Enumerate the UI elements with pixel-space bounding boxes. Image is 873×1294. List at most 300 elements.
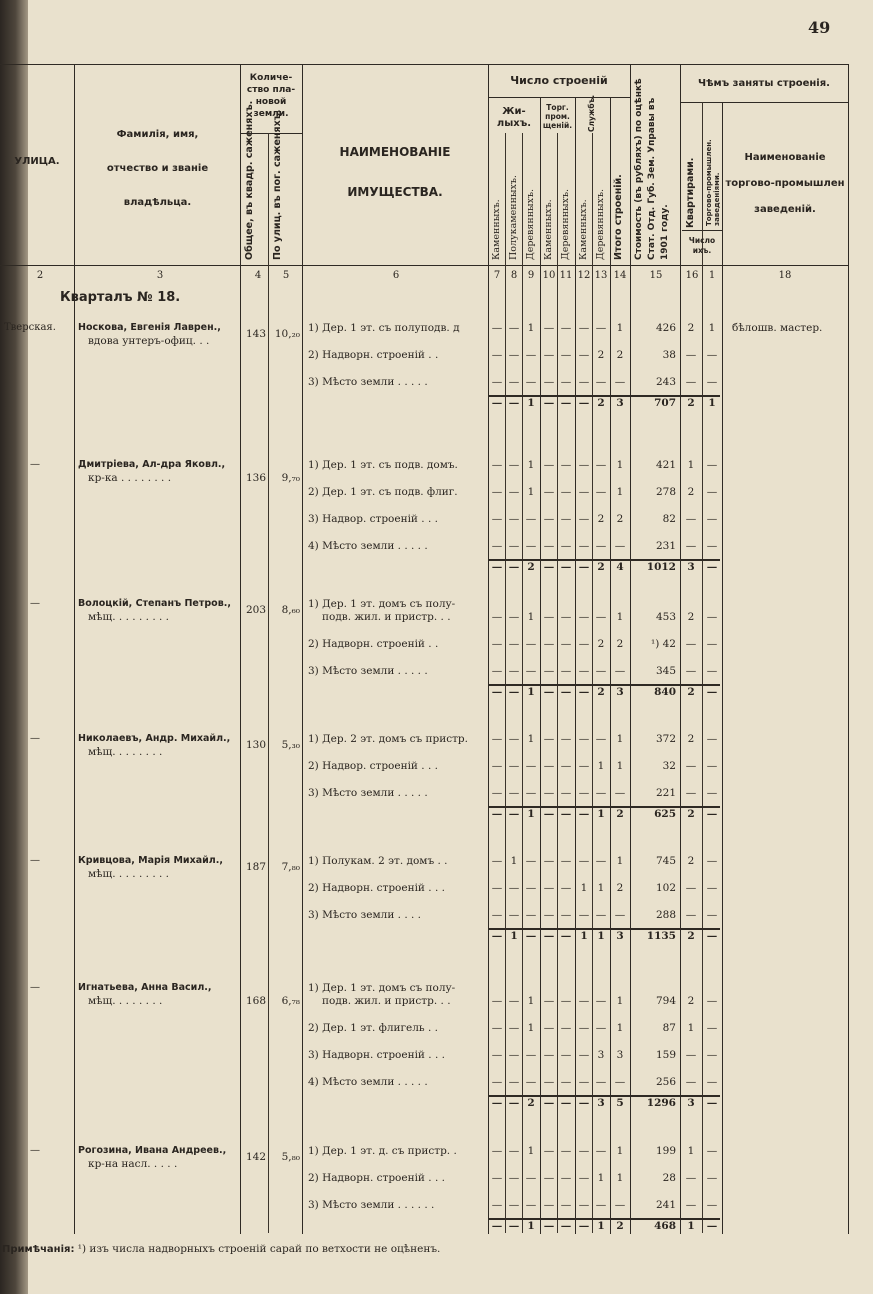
subtotal-apartments: 3 [687, 561, 695, 573]
building-count: 1 [527, 995, 535, 1007]
building-count: — [508, 909, 520, 921]
building-count: — [491, 909, 503, 921]
subtotal-value: 707 [654, 397, 676, 409]
apartments-count: 2 [687, 486, 695, 498]
colnum-11: 11 [559, 270, 573, 281]
property-value: 745 [655, 855, 676, 867]
building-count: — [508, 513, 520, 525]
building-count: — [508, 349, 520, 361]
apartments-count: — [685, 513, 697, 525]
building-count: — [491, 855, 503, 867]
building-count: 2 [616, 513, 624, 525]
building-count: — [508, 1049, 520, 1061]
subtotal-value: 1296 [646, 1097, 676, 1109]
trade-est-count: — [706, 995, 718, 1007]
subtotal-trade: — [706, 686, 718, 698]
colnum-10: 10 [542, 270, 556, 281]
building-count: 1 [616, 486, 624, 498]
building-count: — [543, 322, 555, 334]
building-count: — [578, 909, 590, 921]
building-count: 1 [597, 760, 605, 772]
header-col-apartments: Квартирами. [685, 157, 696, 228]
apartments-count: — [685, 1199, 697, 1211]
building-count: — [578, 611, 590, 623]
trade-est-name: бѣлошв. мастер. [732, 322, 823, 334]
subtotal-count: 3 [597, 1097, 605, 1109]
property-item-cont: подв. жил. и пристр. . . [322, 995, 451, 1007]
property-item: 3) Мѣсто земли . . . . . [308, 376, 428, 388]
building-count: — [491, 540, 503, 552]
building-count: — [543, 486, 555, 498]
owner-name: Кривцова, Марія Михайл., [78, 855, 223, 866]
property-item: 1) Дер. 1 эт. домъ съ полу- [308, 982, 456, 994]
building-count: — [614, 376, 626, 388]
header-service: Службъ. [587, 94, 596, 132]
trade-est-count: — [706, 349, 718, 361]
subtotal-count: — [560, 397, 572, 409]
building-count: — [543, 787, 555, 799]
land-area: 136 [245, 472, 266, 484]
land-area: 203 [245, 604, 266, 616]
building-count: — [578, 855, 590, 867]
header-trade: Торг. пром. щеній. [542, 103, 573, 130]
header-col-wood-trade: Деревянныхъ. [560, 188, 571, 260]
property-item: 1) Дер. 1 эт. съ подв. домъ. [308, 459, 458, 471]
property-item: 3) Мѣсто земли . . . . . [308, 787, 428, 799]
subtotal-count: — [508, 1097, 520, 1109]
building-count: — [491, 733, 503, 745]
building-count: — [595, 459, 607, 471]
trade-est-count: — [706, 787, 718, 799]
building-count: 2 [597, 513, 605, 525]
building-count: — [508, 665, 520, 677]
property-item-cont: подв. жил. и пристр. . . [322, 611, 451, 623]
subtotal-count: — [560, 686, 572, 698]
apartments-count: — [685, 760, 697, 772]
trade-est-count: — [706, 1022, 718, 1034]
subtotal-count: — [491, 808, 503, 820]
building-count: — [560, 760, 572, 772]
subtotal-count: — [578, 808, 590, 820]
property-value: 288 [655, 909, 676, 921]
land-area: 187 [245, 861, 266, 873]
property-item: 1) Полукам. 2 эт. домъ . . [308, 855, 448, 867]
building-count: — [560, 1049, 572, 1061]
subtotal-count: — [543, 1220, 555, 1232]
header-col-wood-service: Деревянныхъ. [595, 188, 606, 260]
subtotal-count: — [543, 686, 555, 698]
building-count: — [578, 1049, 590, 1061]
subtotal-count: 1 [597, 1220, 605, 1232]
building-count: — [578, 995, 590, 1007]
subtotal-count: 3 [616, 397, 624, 409]
building-count: — [578, 513, 590, 525]
subtotal-count: — [508, 1220, 520, 1232]
building-count: 1 [616, 322, 624, 334]
trade-est-count: — [706, 376, 718, 388]
property-value: 221 [655, 787, 676, 799]
trade-est-count: — [706, 855, 718, 867]
building-count: — [508, 733, 520, 745]
building-count: — [525, 540, 537, 552]
building-count: 1 [597, 1172, 605, 1184]
apartments-count: — [685, 1049, 697, 1061]
subtotal-count: 2 [527, 1097, 535, 1109]
quarter-title: Кварталъ № 18. [60, 290, 181, 305]
building-count: — [508, 1172, 520, 1184]
header-land-total: Общее, въ квадр. саженяхъ. [244, 100, 255, 260]
building-count: — [508, 486, 520, 498]
owner-street: — [30, 459, 40, 470]
header-col-total: Итого строеній. [613, 174, 624, 260]
apartments-count: — [685, 349, 697, 361]
building-count: 1 [527, 322, 535, 334]
building-count: — [578, 733, 590, 745]
header-col-trade-count: Число ихъ. [688, 236, 716, 255]
building-count: — [543, 855, 555, 867]
colnum-16: 16 [685, 270, 699, 281]
building-count: — [595, 1199, 607, 1211]
subtotal-apartments: 1 [687, 1220, 695, 1232]
owner-name: Игнатьева, Анна Васил., [78, 982, 212, 993]
colnum-17: 1 [708, 270, 716, 281]
subtotal-apartments: 2 [687, 930, 695, 942]
building-count: — [578, 376, 590, 388]
subtotal-count: 2 [597, 397, 605, 409]
building-count: — [543, 349, 555, 361]
building-count: 1 [616, 855, 624, 867]
building-count: — [560, 611, 572, 623]
property-item: 2) Дер. 1 эт. флигель . . [308, 1022, 438, 1034]
building-count: 1 [580, 882, 588, 894]
building-count: — [614, 665, 626, 677]
property-value: 256 [655, 1076, 676, 1088]
building-count: — [491, 1172, 503, 1184]
property-value: 32 [662, 760, 676, 772]
trade-est-count: — [706, 1172, 718, 1184]
building-count: — [614, 1199, 626, 1211]
property-item: 3) Мѣсто земли . . . . . . [308, 1199, 435, 1211]
subtotal-count: 2 [597, 561, 605, 573]
property-item: 4) Мѣсто земли . . . . . [308, 540, 428, 552]
building-count: 2 [616, 349, 624, 361]
subtotal-count: — [560, 1220, 572, 1232]
building-count: 1 [527, 733, 535, 745]
subtotal-count: 2 [597, 686, 605, 698]
building-count: — [491, 376, 503, 388]
building-count: — [508, 787, 520, 799]
apartments-count: 2 [687, 733, 695, 745]
owner-name: Носкова, Евгенія Лаврен., [78, 322, 221, 333]
building-count: — [560, 540, 572, 552]
building-count: — [543, 909, 555, 921]
building-count: 1 [616, 1022, 624, 1034]
owner-title: мѣщ. . . . . . . . . [88, 611, 170, 623]
property-item: 3) Мѣсто земли . . . . . [308, 665, 428, 677]
subtotal-apartments: 2 [687, 686, 695, 698]
header-land-frontage: По улиц. въ пог. саженяхъ. [272, 109, 283, 260]
header-col-value: Стоимость (въ рубляхъ) по оцѣнкѣ Стат. Отд. Губ. Зем. Управы въ 1901 году. [634, 78, 670, 260]
colnum-18: 18 [778, 270, 792, 281]
subtotal-count: — [508, 397, 520, 409]
building-count: — [560, 787, 572, 799]
building-count: 2 [616, 638, 624, 650]
apartments-count: 2 [687, 611, 695, 623]
building-count: 1 [527, 486, 535, 498]
header-residential: Жи- лыхъ. [496, 106, 532, 129]
building-count: — [543, 995, 555, 1007]
trade-est-count: 1 [708, 322, 716, 334]
owner-title: мѣщ. . . . . . . . [88, 746, 163, 758]
building-count: — [595, 486, 607, 498]
property-value: 372 [655, 733, 676, 745]
building-count: — [543, 882, 555, 894]
building-count: — [560, 513, 572, 525]
building-count: 1 [527, 459, 535, 471]
header-property: НАИМЕНОВАНІЕ ИМУЩЕСТВА. [339, 145, 451, 199]
building-count: — [560, 909, 572, 921]
owner-title: кр-ка . . . . . . . . [88, 472, 172, 484]
subtotal-count: — [543, 397, 555, 409]
owner-name: Волоцкій, Степанъ Петров., [78, 598, 231, 609]
subtotal-value: 840 [654, 686, 676, 698]
owner-name: Рогозина, Ивана Андреев., [78, 1145, 227, 1156]
subtotal-count: — [491, 561, 503, 573]
subtotal-count: — [508, 561, 520, 573]
header-col-stone-trade: Каменныхъ. [543, 199, 554, 260]
apartments-count: 1 [687, 459, 695, 471]
building-count: — [595, 665, 607, 677]
owner-street: Тверская. [4, 322, 56, 333]
property-item: 2) Надворн. строеній . . [308, 349, 439, 361]
building-count: — [508, 1022, 520, 1034]
building-count: — [508, 376, 520, 388]
building-count: — [508, 1199, 520, 1211]
building-count: — [508, 611, 520, 623]
owner-title: мѣщ. . . . . . . . [88, 995, 163, 1007]
property-value: 243 [655, 376, 676, 388]
subtotal-count: 1 [527, 1220, 535, 1232]
building-count: 1 [527, 1145, 535, 1157]
building-count: — [491, 882, 503, 894]
colnum-9: 9 [527, 270, 535, 281]
land-area: 168 [245, 995, 266, 1007]
building-count: — [595, 1022, 607, 1034]
header-col-halfstone: Полукаменныхъ. [508, 175, 519, 260]
building-count: — [525, 909, 537, 921]
building-count: — [491, 1049, 503, 1061]
table-top-rule [0, 64, 848, 65]
building-count: 1 [616, 459, 624, 471]
building-count: — [543, 513, 555, 525]
building-count: — [560, 1076, 572, 1088]
property-item: 4) Мѣсто земли . . . . . [308, 1076, 428, 1088]
trade-est-count: — [706, 1076, 718, 1088]
subtotal-count: 2 [527, 561, 535, 573]
land-frontage: 7,₈₀ [281, 861, 300, 873]
building-count: — [491, 787, 503, 799]
property-value: 794 [655, 995, 676, 1007]
building-count: — [543, 665, 555, 677]
property-value: 278 [655, 486, 676, 498]
land-frontage: 6,₇₈ [281, 995, 300, 1007]
apartments-count: — [685, 909, 697, 921]
header-street: УЛИЦА. [14, 156, 60, 167]
subtotal-value: 1012 [646, 561, 676, 573]
building-count: 2 [597, 349, 605, 361]
building-count: — [508, 322, 520, 334]
colnum-6: 6 [392, 270, 400, 281]
land-frontage: 5,₈₀ [281, 1151, 300, 1163]
property-item: 3) Надвор. строеній . . . [308, 513, 438, 525]
building-count: — [595, 855, 607, 867]
building-count: 1 [616, 995, 624, 1007]
building-count: — [578, 459, 590, 471]
building-count: 1 [616, 1145, 624, 1157]
trade-est-count: — [706, 1049, 718, 1061]
building-count: — [614, 787, 626, 799]
building-count: — [560, 1199, 572, 1211]
building-count: — [508, 882, 520, 894]
building-count: — [560, 665, 572, 677]
trade-est-count: — [706, 760, 718, 772]
colnum-3: 3 [156, 270, 164, 281]
property-item: 2) Дер. 1 эт. съ подв. флиг. [308, 486, 458, 498]
owner-name: Николаевъ, Андр. Михайл., [78, 733, 231, 744]
subtotal-count: — [525, 930, 537, 942]
building-count: — [491, 638, 503, 650]
building-count: — [595, 540, 607, 552]
building-count: — [595, 909, 607, 921]
land-frontage: 10,₂₀ [274, 328, 300, 340]
building-count: — [543, 376, 555, 388]
trade-est-count: — [706, 459, 718, 471]
occupied-subheader-rule [680, 102, 848, 103]
building-count: — [491, 1076, 503, 1088]
building-count: — [578, 1199, 590, 1211]
property-item: 3) Надворн. строеній . . . [308, 1049, 445, 1061]
owner-street: — [30, 1145, 40, 1156]
subtotal-count: 2 [616, 1220, 624, 1232]
building-count: — [491, 760, 503, 772]
building-count: — [560, 486, 572, 498]
colnum-4: 4 [254, 270, 262, 281]
colnum-8: 8 [510, 270, 518, 281]
property-item: 2) Надворн. строеній . . . [308, 1172, 445, 1184]
trade-est-count: — [706, 1145, 718, 1157]
subtotal-apartments: 3 [687, 1097, 695, 1109]
trade-est-count: — [706, 611, 718, 623]
subtotal-count: 1 [580, 930, 588, 942]
building-count: — [543, 760, 555, 772]
building-count: — [525, 665, 537, 677]
building-count: — [543, 733, 555, 745]
header-col-stone-res: Каменныхъ. [491, 199, 502, 260]
subtotal-count: — [543, 930, 555, 942]
owner-street: — [30, 855, 40, 866]
owner-name: Дмитріева, Ал-дра Яковл., [78, 459, 226, 470]
building-count: — [560, 855, 572, 867]
subtotal-count: 2 [616, 808, 624, 820]
property-value: 38 [662, 349, 676, 361]
building-count: — [525, 1049, 537, 1061]
subtotal-count: 5 [616, 1097, 624, 1109]
building-count: — [595, 787, 607, 799]
building-count: — [508, 638, 520, 650]
land-area: 142 [245, 1151, 266, 1163]
header-owner: Фамилія, имя, отчество и званіе владѣльца. [106, 129, 209, 208]
building-count: — [560, 349, 572, 361]
building-count: — [543, 611, 555, 623]
subtotal-trade: — [706, 561, 718, 573]
building-count: 1 [510, 855, 518, 867]
building-count: — [560, 995, 572, 1007]
owner-street: — [30, 982, 40, 993]
subtotal-count: 3 [616, 686, 624, 698]
building-count: — [491, 995, 503, 1007]
building-count: — [525, 376, 537, 388]
building-count: — [525, 638, 537, 650]
building-count: — [491, 1145, 503, 1157]
building-count: 2 [616, 882, 624, 894]
subtotal-count: — [578, 1097, 590, 1109]
property-value: 159 [655, 1049, 676, 1061]
subtotal-count: 4 [616, 561, 624, 573]
subtotal-count: — [560, 930, 572, 942]
building-count: — [614, 909, 626, 921]
building-count: — [578, 322, 590, 334]
building-count: — [525, 349, 537, 361]
trade-est-count: — [706, 909, 718, 921]
subtotal-count: — [578, 397, 590, 409]
owner-street: — [30, 733, 40, 744]
land-area: 130 [245, 739, 266, 751]
header-col-wood-res: Деревянныхъ. [525, 188, 536, 260]
building-count: — [560, 1145, 572, 1157]
building-count: 1 [616, 1172, 624, 1184]
building-count: — [508, 540, 520, 552]
building-count: — [595, 733, 607, 745]
building-count: — [578, 1076, 590, 1088]
building-count: — [543, 638, 555, 650]
building-count: — [508, 760, 520, 772]
subtotal-count: — [578, 686, 590, 698]
building-count: — [543, 1172, 555, 1184]
building-count: — [508, 459, 520, 471]
building-count: — [543, 459, 555, 471]
building-count: 1 [616, 611, 624, 623]
subtotal-apartments: 2 [687, 808, 695, 820]
building-count: — [614, 540, 626, 552]
property-item: 2) Надворн. строеній . . [308, 638, 439, 650]
subtotal-value: 625 [654, 808, 676, 820]
subtotal-count: — [491, 686, 503, 698]
subtotal-count: 1 [597, 808, 605, 820]
building-count: 1 [597, 882, 605, 894]
colnum-5: 5 [282, 270, 290, 281]
building-count: — [560, 322, 572, 334]
header-col-stone-service: Каменныхъ. [578, 199, 589, 260]
building-count: — [578, 1022, 590, 1034]
header-trade-names: Наименованіе торгово-промышлен заведеній. [725, 152, 845, 215]
subtotal-trade: — [706, 930, 718, 942]
building-count: — [578, 760, 590, 772]
subtotal-count: — [560, 808, 572, 820]
building-count: — [595, 1145, 607, 1157]
apartments-count: 1 [687, 1022, 695, 1034]
building-count: — [491, 611, 503, 623]
property-value: 199 [655, 1145, 676, 1157]
